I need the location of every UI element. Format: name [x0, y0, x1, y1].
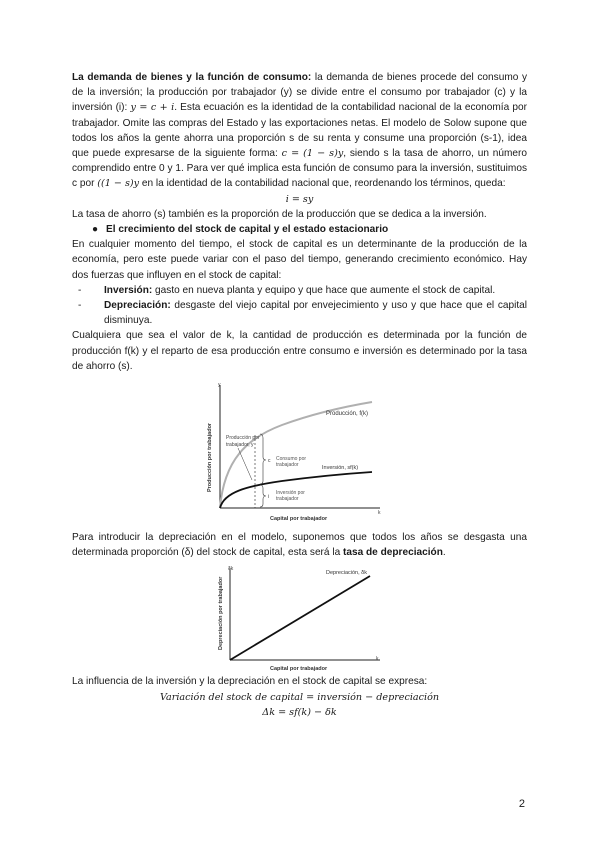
fig2-x-end: k [376, 656, 379, 663]
c-label: c [268, 458, 271, 465]
fig1-annotation-line1: Producción por [226, 435, 260, 442]
savings-rate-text: La tasa de ahorro (s) también es la proporción de la producción que se dedica a la inversión. [72, 208, 487, 220]
consumption-equation: c = (1 − s)y [281, 148, 344, 160]
fig1-annotation-line2: trabajador, y [226, 442, 254, 449]
page-number: 2 [518, 798, 525, 810]
i-label: i [268, 494, 270, 501]
c-desc-line1: Consumo por [276, 456, 307, 463]
fig2-y-end: δk [228, 566, 234, 573]
depreciation-rate-term: tasa de depreciación [343, 547, 443, 559]
consumption-heading: La demanda de bienes y la función de consumo: [72, 72, 312, 83]
capital-change-text: La influencia de la inversión y la depreciación en el stock de capital se expresa: [72, 676, 428, 688]
bullet-icon: ● [92, 224, 99, 236]
fig1-y-end: y [218, 382, 221, 389]
production-label: Producción, f(k) [326, 411, 369, 418]
i-desc-line1: Inversión por [276, 490, 305, 497]
fig1-x-end: k [378, 510, 381, 517]
capital-change-equation: Variación del stock de capital = inversión − depreciación [159, 691, 440, 703]
page-content [72, 70, 527, 720]
fig1-annotation-arrow [238, 448, 252, 480]
capital-growth-heading: ● El crecimiento del stock de capital y el estado estacionario [92, 222, 527, 237]
fig2-y-axis-label: Depreciación por trabajador [218, 577, 224, 651]
dash-icon: - [78, 284, 82, 296]
capital-accumulation-equation: Δk = sf(k) − δk [262, 706, 337, 718]
i-desc-line2: trabajador [276, 496, 299, 503]
c-desc-line2: trabajador [276, 462, 299, 469]
depreciation-paragraph: Para introducir la depreciación en el modelo, suponemos que todos los años se desgasta una determinada proporción (δ) del stock de capital, esta será la tasa de depreciación. [72, 532, 527, 559]
depreciation-figure [210, 564, 390, 674]
depreciation-line-label: Depreciación, δk [326, 570, 367, 577]
depreciation-line [230, 576, 370, 660]
fig1-y-axis-label: Producción por trabajador [207, 422, 213, 493]
forces-list [72, 283, 527, 329]
capital-intro: En cualquier momento del tiempo, el stock de capital es un determinante de la producción de la economía, pero este puede variar con el paso del tiempo, generando crecimiento económico. Hay dos fuerzas que influyen en el stock de capital: [72, 239, 527, 281]
dash-icon: - [78, 300, 82, 312]
investment-label: Inversión, sf(k) [322, 465, 359, 472]
investment-brace [260, 485, 266, 507]
consumption-paragraph: La demanda de bienes y la función de consumo: la demanda de bienes procede del consumo y de la inversión; la producción por trabajador (y) se divide entre el consumo por trabajador (c) y la inversión (i): y = c + i. Esta ecuación es la identidad de la contabilidad nacional de la economía por trabajador. Omite las compras del Estado y las exportaciones netas. El modelo de Solow supone que todos los años la gente ahorra una proporción s de su renta y consume una proporción (s-1), idea que puede expresarse de la siguiente forma: c = (1 − s)y, siendo s la tasa de ahorro, un número comprendido entre 0 y 1. Para ver qué implica esta función de consumo para la inversión, sustituimos c por ((1 − s)y en la identidad de la contabilidad nacional que, reordenando los términos, queda: [72, 72, 527, 190]
list-item-investment: - Inversión: gasto en nueva planta y equipo y que hace que aumente el stock de capital. [72, 283, 527, 298]
list-item-depreciation: - Depreciación: desgaste del viejo capital por envejecimiento y uso y que hace que el capital disminuya. [78, 300, 527, 327]
investment-equation: i = sy [285, 193, 314, 205]
production-closing: Cualquiera que sea el valor de k, la cantidad de producción es determinada por la función de producción f(k) y el reparto de esa producción entre consumo e inversión es determinado por la tasa de ahorro (s). [72, 330, 527, 372]
fig1-x-axis-label: Capital por trabajador [270, 516, 328, 523]
production-investment-figure [202, 380, 382, 530]
substitution-expression: ((1 − s)y [97, 178, 140, 190]
fig2-x-axis-label: Capital por trabajador [270, 666, 328, 673]
consumption-brace [260, 434, 266, 484]
identity-equation: y = c + i [130, 102, 175, 114]
